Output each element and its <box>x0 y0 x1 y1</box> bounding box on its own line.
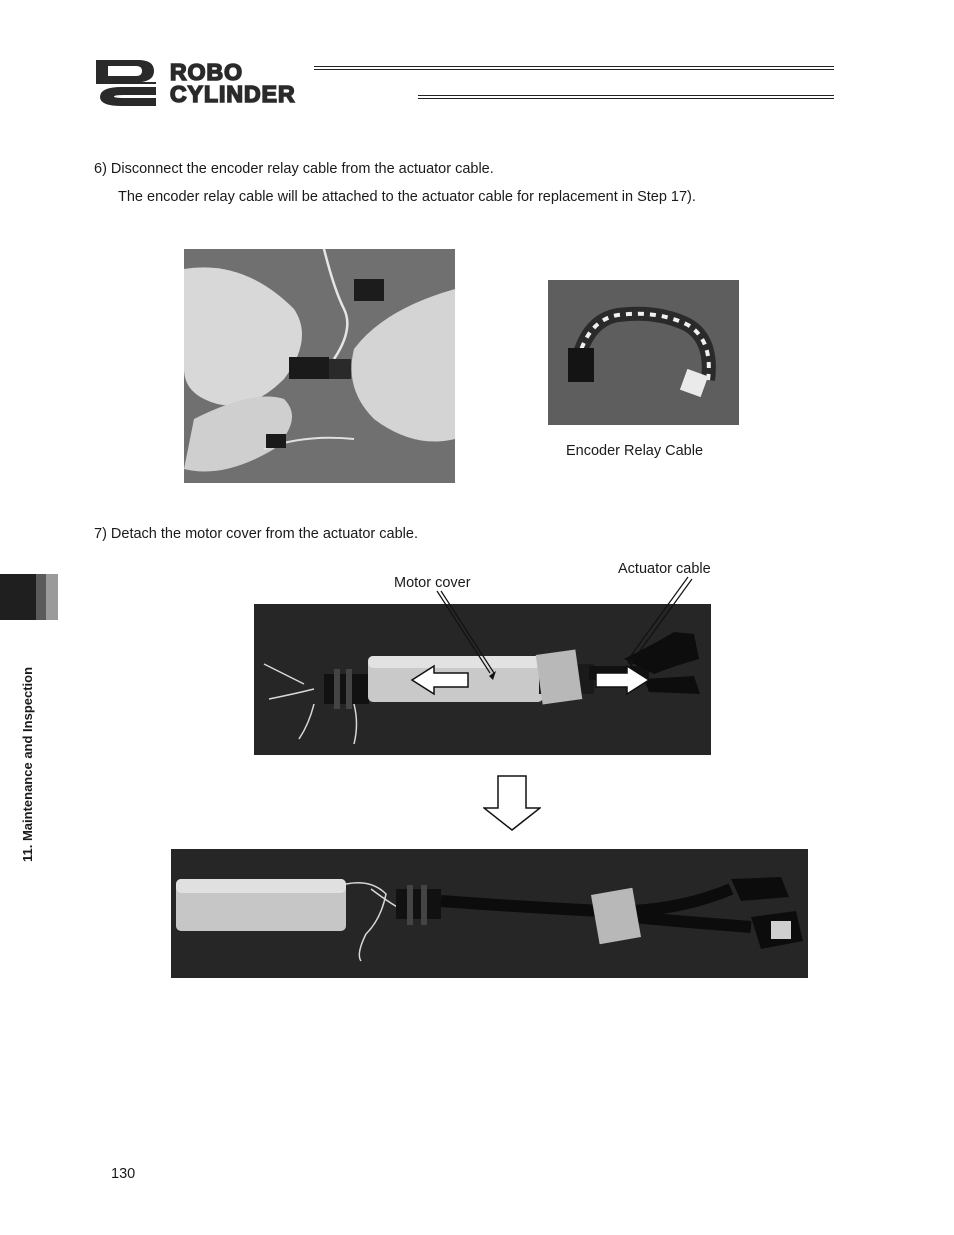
chapter-tab <box>0 574 58 620</box>
encoder-relay-cable-caption: Encoder Relay Cable <box>566 443 704 459</box>
step7-instruction: 7) Detach the motor cover from the actuator cable. <box>94 526 418 542</box>
photo-disconnect-connector <box>184 249 455 483</box>
chapter-label: 11. Maintenance and Inspection <box>20 666 35 862</box>
page-number: 130 <box>111 1166 136 1182</box>
header-rule-bottom <box>418 95 834 99</box>
photo-motor-cover-attached <box>254 604 711 755</box>
photo-encoder-relay-cable <box>548 280 739 425</box>
photo-motor-cover-removed <box>171 849 808 978</box>
step6-instruction: 6) Disconnect the encoder relay cable from the actuator cable. <box>94 161 494 177</box>
step6-note: The encoder relay cable will be attached to the actuator cable for replacement in Step 17). <box>118 189 696 205</box>
logo-word-robo: ROBO <box>170 59 243 85</box>
arrow-down-icon <box>483 775 541 831</box>
header-rule-top <box>314 66 834 70</box>
rc-logo-icon <box>94 58 160 108</box>
logo-word-cylinder: CYLINDER <box>170 81 296 107</box>
label-motor-cover: Motor cover <box>394 575 471 591</box>
label-actuator-cable: Actuator cable <box>618 561 711 577</box>
